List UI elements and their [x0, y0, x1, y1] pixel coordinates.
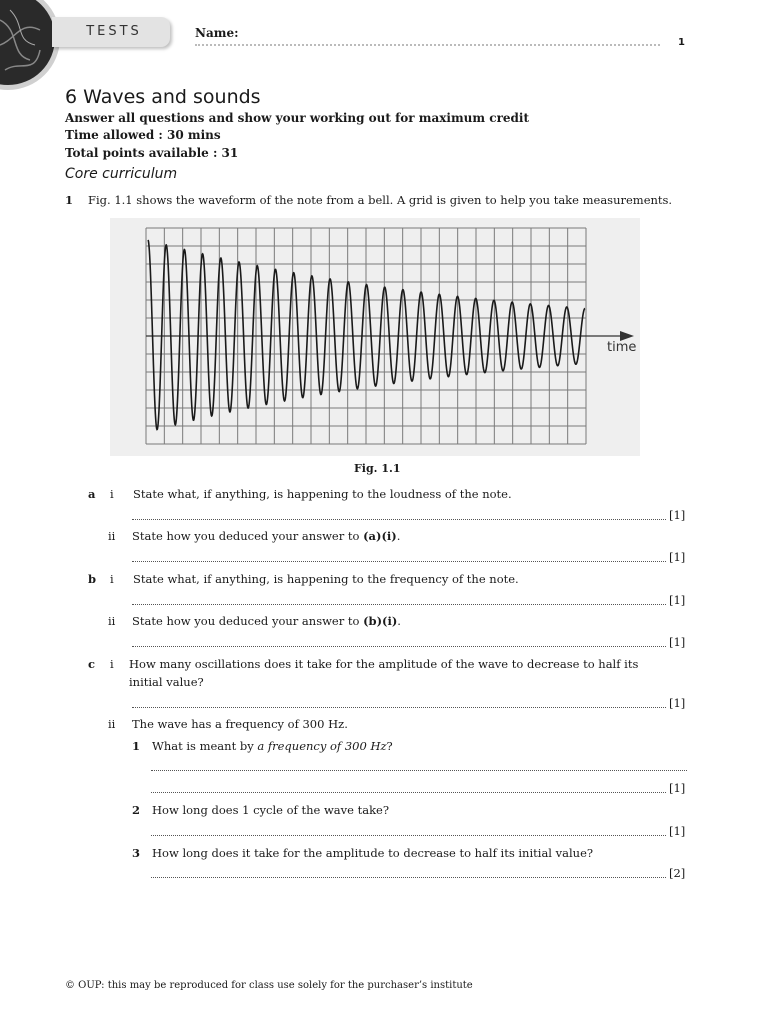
question-text: State how you deduced your answer to (b)(i). — [132, 614, 401, 628]
subpart-number: i — [110, 572, 114, 586]
question-number: 1 — [65, 193, 74, 207]
page-number: 1 — [678, 37, 685, 48]
subpart-number: ii — [108, 529, 116, 543]
question-text: initial value? — [129, 675, 204, 689]
instruction-line: Total points available : 31 — [65, 146, 239, 160]
mark-allocation: [1] — [669, 781, 686, 795]
subpart-number: i — [110, 487, 114, 501]
answer-line[interactable] — [132, 519, 666, 520]
part-label: b — [88, 572, 97, 586]
subpart-number: ii — [108, 717, 116, 731]
item-number: 2 — [132, 803, 141, 817]
subpart-number: i — [110, 657, 114, 671]
instruction-line: Time allowed : 30 mins — [65, 128, 221, 142]
question-text: State how you deduced your answer to (a)(i). — [132, 529, 401, 543]
waveform-figure — [110, 218, 640, 456]
item-number: 3 — [132, 846, 141, 860]
question-text: How many oscillations does it take for the amplitude of the wave to decrease to half its — [129, 657, 639, 671]
mark-allocation: [1] — [669, 593, 686, 607]
answer-line[interactable] — [151, 792, 666, 793]
section-title: Core curriculum — [65, 166, 178, 182]
question-text: How long does 1 cycle of the wave take? — [152, 803, 390, 817]
part-label: a — [88, 487, 96, 501]
answer-line[interactable] — [132, 646, 666, 647]
figure-caption: Fig. 1.1 — [354, 462, 401, 475]
question-text: How long does it take for the amplitude to decrease to half its initial value? — [152, 846, 594, 860]
tests-tab: TESTS — [52, 17, 170, 47]
subpart-number: ii — [108, 614, 116, 628]
answer-line[interactable] — [151, 770, 687, 771]
time-axis-label: time — [607, 340, 637, 355]
page-title: 6 Waves and sounds — [65, 86, 261, 108]
answer-line[interactable] — [132, 561, 666, 562]
mark-allocation: [1] — [669, 550, 686, 564]
question-text: The wave has a frequency of 300 Hz. — [132, 717, 348, 731]
corner-emblem-icon — [0, 0, 60, 100]
question-text: State what, if anything, is happening to the frequency of the note. — [133, 572, 519, 586]
copyright-footer: © OUP: this may be reproduced for class use solely for the purchaser’s institute — [65, 980, 473, 991]
answer-line[interactable] — [151, 877, 666, 878]
item-number: 1 — [132, 739, 141, 753]
mark-allocation: [1] — [669, 508, 686, 522]
name-label: Name: — [195, 26, 239, 40]
answer-line[interactable] — [132, 707, 666, 708]
question-text: State what, if anything, is happening to the loudness of the note. — [133, 487, 512, 501]
instruction-line: Answer all questions and show your working out for maximum credit — [65, 111, 530, 125]
answer-line[interactable] — [132, 604, 666, 605]
name-field[interactable] — [195, 44, 660, 46]
answer-line[interactable] — [151, 835, 666, 836]
question-text: What is meant by a frequency of 300 Hz? — [152, 739, 393, 753]
part-label: c — [88, 657, 96, 671]
mark-allocation: [1] — [669, 824, 686, 838]
mark-allocation: [1] — [669, 635, 686, 649]
mark-allocation: [2] — [669, 866, 686, 880]
mark-allocation: [1] — [669, 696, 686, 710]
question-intro: Fig. 1.1 shows the waveform of the note from a bell. A grid is given to help you take measurements. — [88, 193, 673, 207]
